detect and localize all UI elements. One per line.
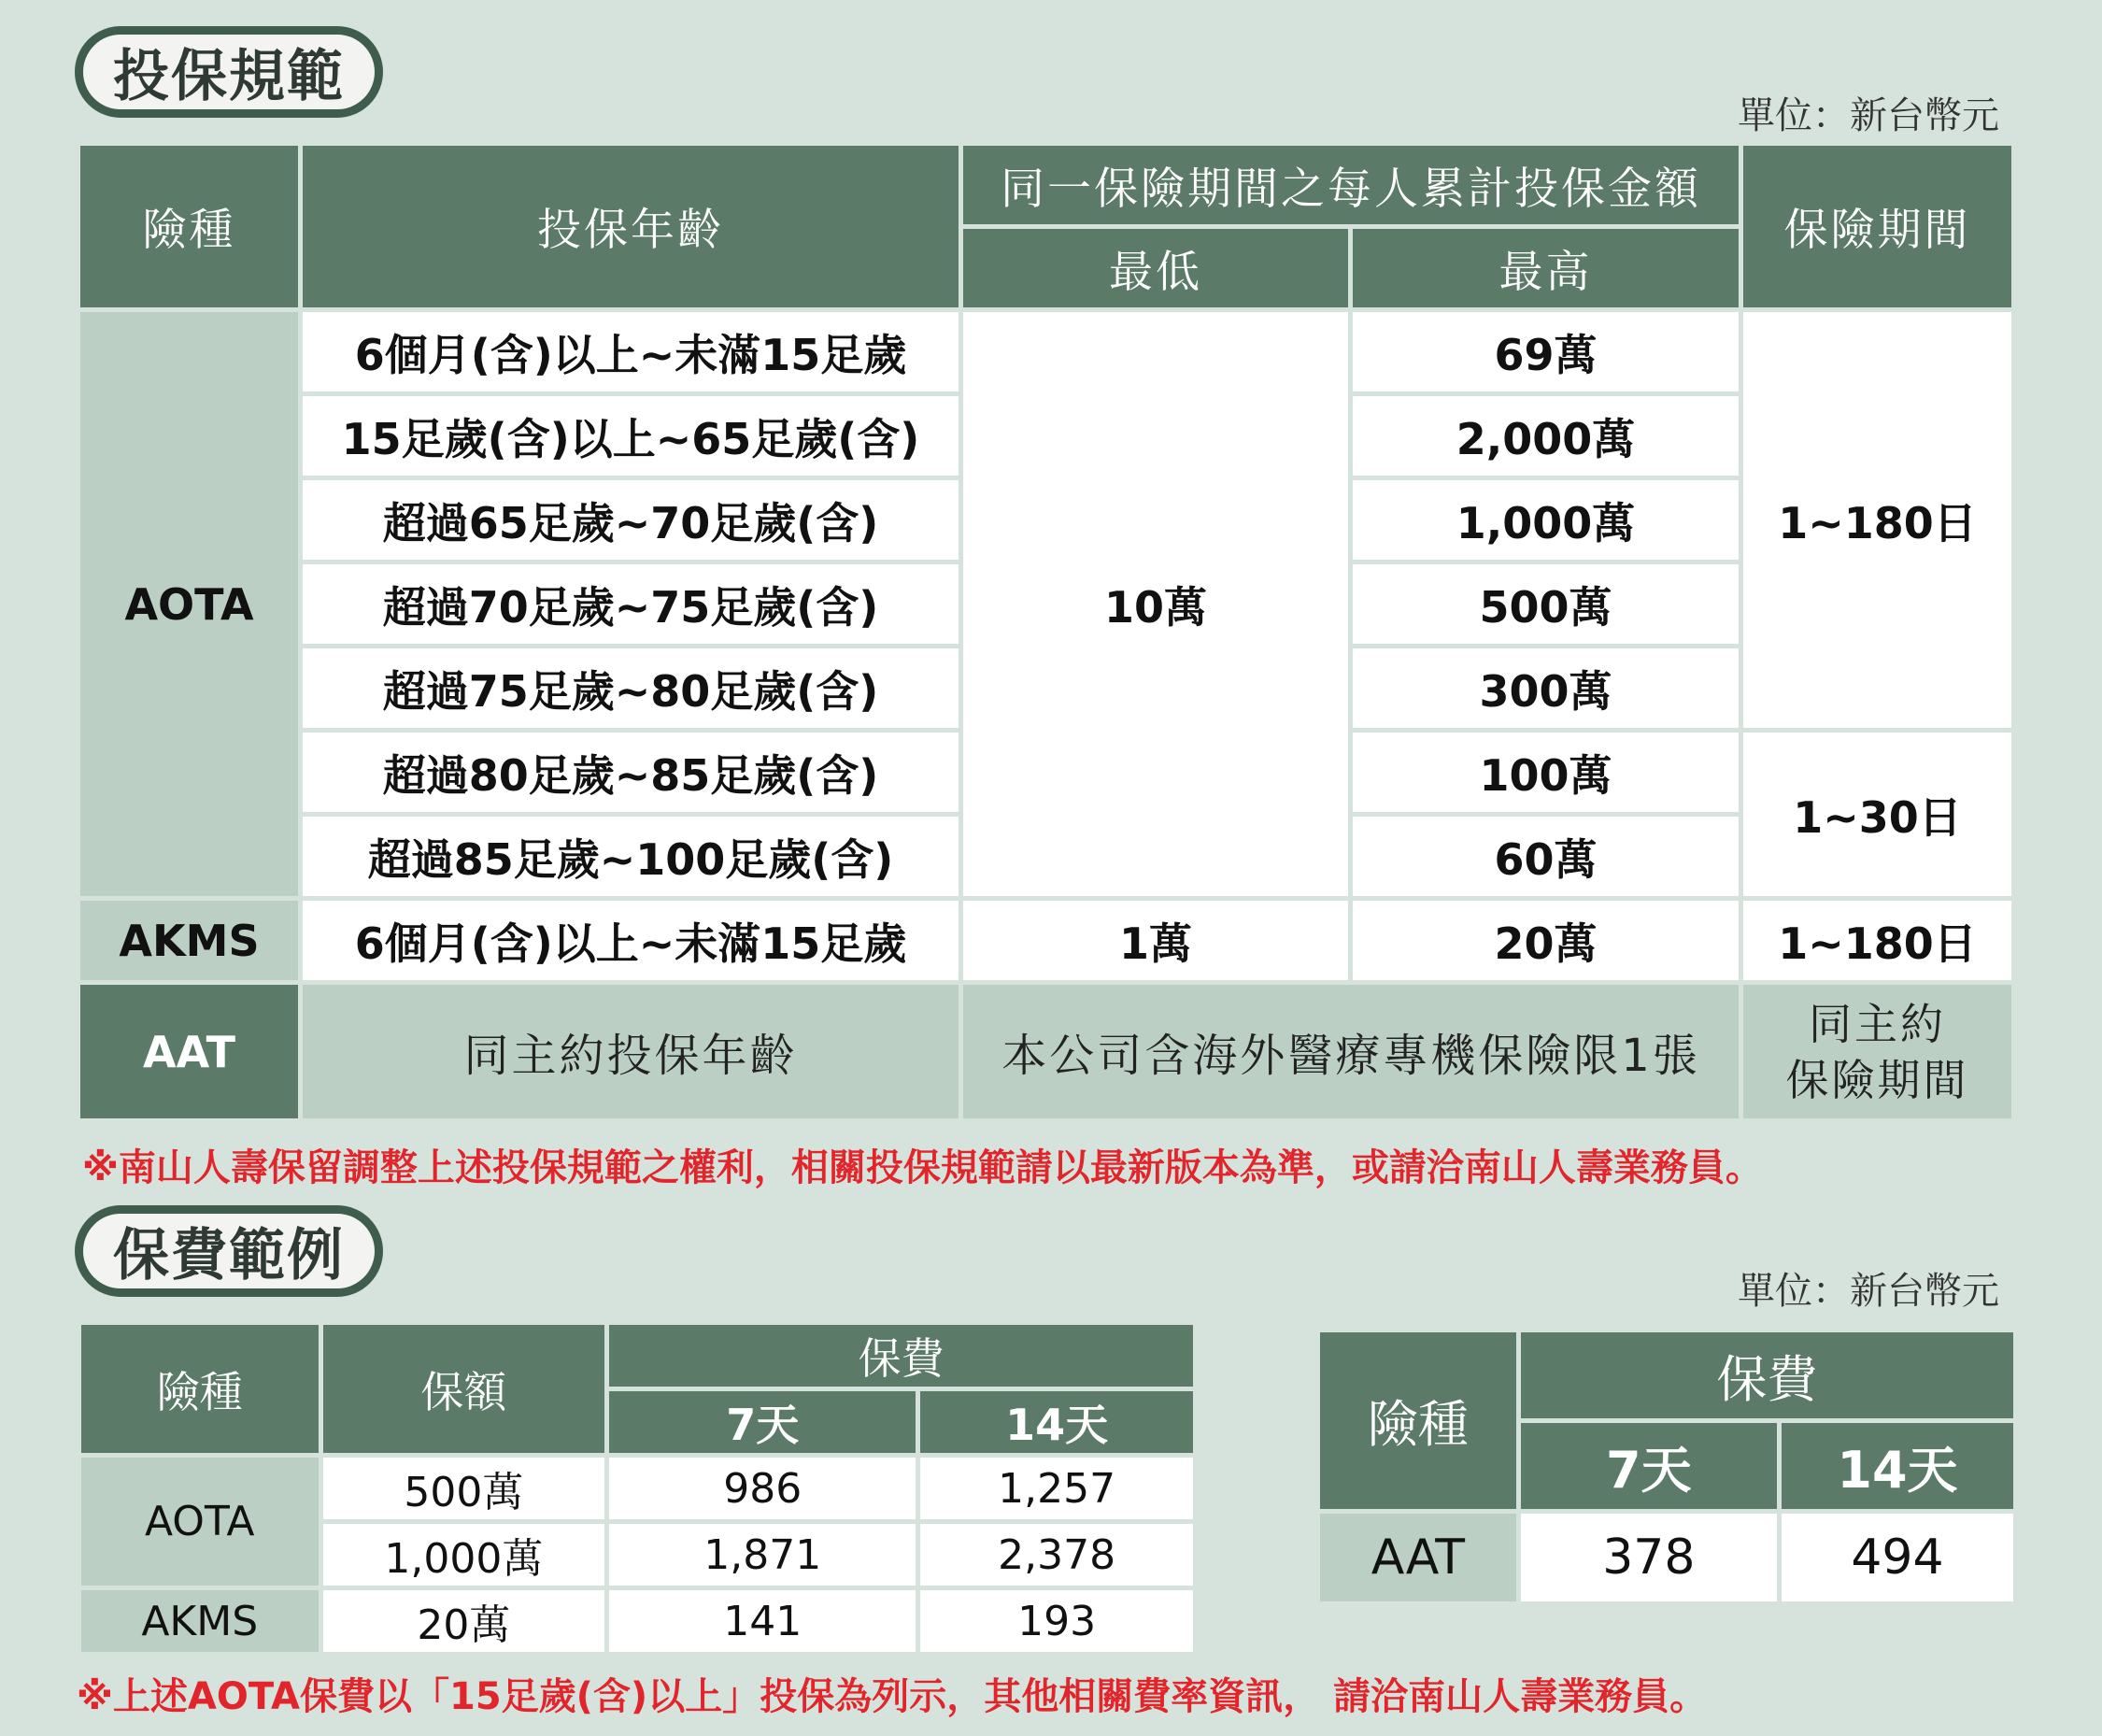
rules-disclaimer: ※南山人壽保留調整上述投保規範之權利，相關投保規範請以最新版本為準，或請洽南山人壽業務員。: [82, 1146, 1763, 1189]
header-age: 投保年齡: [303, 146, 959, 307]
aota-max-cell: 1,000萬: [1353, 480, 1739, 560]
header-7-days: 7天: [609, 1391, 916, 1453]
aota-max-cell: 60萬: [1353, 817, 1739, 896]
aota-max-cell: 100萬: [1353, 733, 1739, 812]
header-type: 險種: [80, 146, 298, 307]
akms-age-cell: 6個月(含)以上~未滿15足歲: [303, 901, 959, 980]
header-14-days: 14天: [1782, 1423, 2013, 1509]
premium-14d-cell: 494: [1782, 1514, 2013, 1601]
premium-14d-cell: 2,378: [920, 1524, 1193, 1586]
akms-max-cell: 20萬: [1353, 901, 1739, 980]
aota-age-cell: 超過80足歲~85足歲(含): [303, 733, 959, 812]
unit-label: 單位：新台幣元: [1738, 94, 1999, 137]
aat-label: AAT: [80, 985, 298, 1118]
premium-disclaimer: ※上述AOTA保費以「15足歲(含)以上」投保為列示，其他相關費率資訊， 請洽南山人壽業務員。: [77, 1675, 1708, 1718]
aat-label: AAT: [1320, 1514, 1516, 1601]
akms-label: AKMS: [80, 901, 298, 980]
aota-max-cell: 500萬: [1353, 564, 1739, 644]
header-premium: 保費: [609, 1325, 1193, 1387]
header-amount: 保額: [323, 1325, 605, 1453]
aota-age-cell: 超過85足歲~100足歲(含): [303, 817, 959, 896]
header-type: 險種: [1320, 1332, 1516, 1509]
aota-label: AOTA: [81, 1458, 319, 1586]
section-title-premium: 保費範例: [75, 1205, 383, 1297]
premium-example-table: [77, 1320, 1198, 1657]
header-max: 最高: [1353, 229, 1739, 307]
header-premium: 保費: [1521, 1332, 2013, 1418]
amount-cell: 500萬: [323, 1458, 605, 1519]
aat-limit-cell: 本公司含海外醫療專機保險限1張: [963, 985, 1739, 1118]
header-period: 保險期間: [1743, 146, 2011, 307]
premium-14d-cell: 1,257: [920, 1458, 1193, 1519]
header-type: 險種: [81, 1325, 319, 1453]
aat-period-cell: [1743, 985, 2011, 1118]
premium-7d-cell: 378: [1521, 1514, 1777, 1601]
aat-premium-table: [1315, 1328, 2018, 1606]
aota-max-cell: 300萬: [1353, 648, 1739, 728]
aota-min-cell: 10萬: [963, 312, 1348, 896]
aota-max-cell: 2,000萬: [1353, 396, 1739, 476]
aota-age-cell: 超過75足歲~80足歲(含): [303, 648, 959, 728]
aota-age-cell: 6個月(含)以上~未滿15足歲: [303, 312, 959, 391]
header-7-days: 7天: [1521, 1423, 1777, 1509]
section-title-rules: 投保規範: [75, 26, 383, 118]
premium-7d-cell: 141: [609, 1590, 916, 1652]
aota-label: AOTA: [80, 312, 298, 896]
header-min: 最低: [963, 229, 1348, 307]
premium-7d-cell: 1,871: [609, 1524, 916, 1586]
aat-period-line2: 保險期間: [1785, 1054, 1969, 1105]
akms-period-cell: 1~180日: [1743, 901, 2011, 980]
aota-max-cell: 69萬: [1353, 312, 1739, 391]
aota-age-cell: 超過65足歲~70足歲(含): [303, 480, 959, 560]
premium-7d-cell: 986: [609, 1458, 916, 1519]
aota-period-cell: 1~30日: [1743, 733, 2011, 896]
aat-period-line1: 同主約: [1809, 998, 1946, 1049]
premium-14d-cell: 193: [920, 1590, 1193, 1652]
amount-cell: 1,000萬: [323, 1524, 605, 1586]
aat-age-cell: 同主約投保年齡: [303, 985, 959, 1118]
amount-cell: 20萬: [323, 1590, 605, 1652]
header-amount: 同一保險期間之每人累計投保金額: [963, 146, 1739, 224]
akms-min-cell: 1萬: [963, 901, 1348, 980]
unit-label: 單位：新台幣元: [1738, 1270, 1999, 1313]
enrollment-rules-table: [76, 141, 2016, 1123]
aota-age-cell: 超過70足歲~75足歲(含): [303, 564, 959, 644]
aota-period-cell: 1~180日: [1743, 312, 2011, 728]
aota-age-cell: 15足歲(含)以上~65足歲(含): [303, 396, 959, 476]
akms-label: AKMS: [81, 1590, 319, 1652]
header-14-days: 14天: [920, 1391, 1193, 1453]
